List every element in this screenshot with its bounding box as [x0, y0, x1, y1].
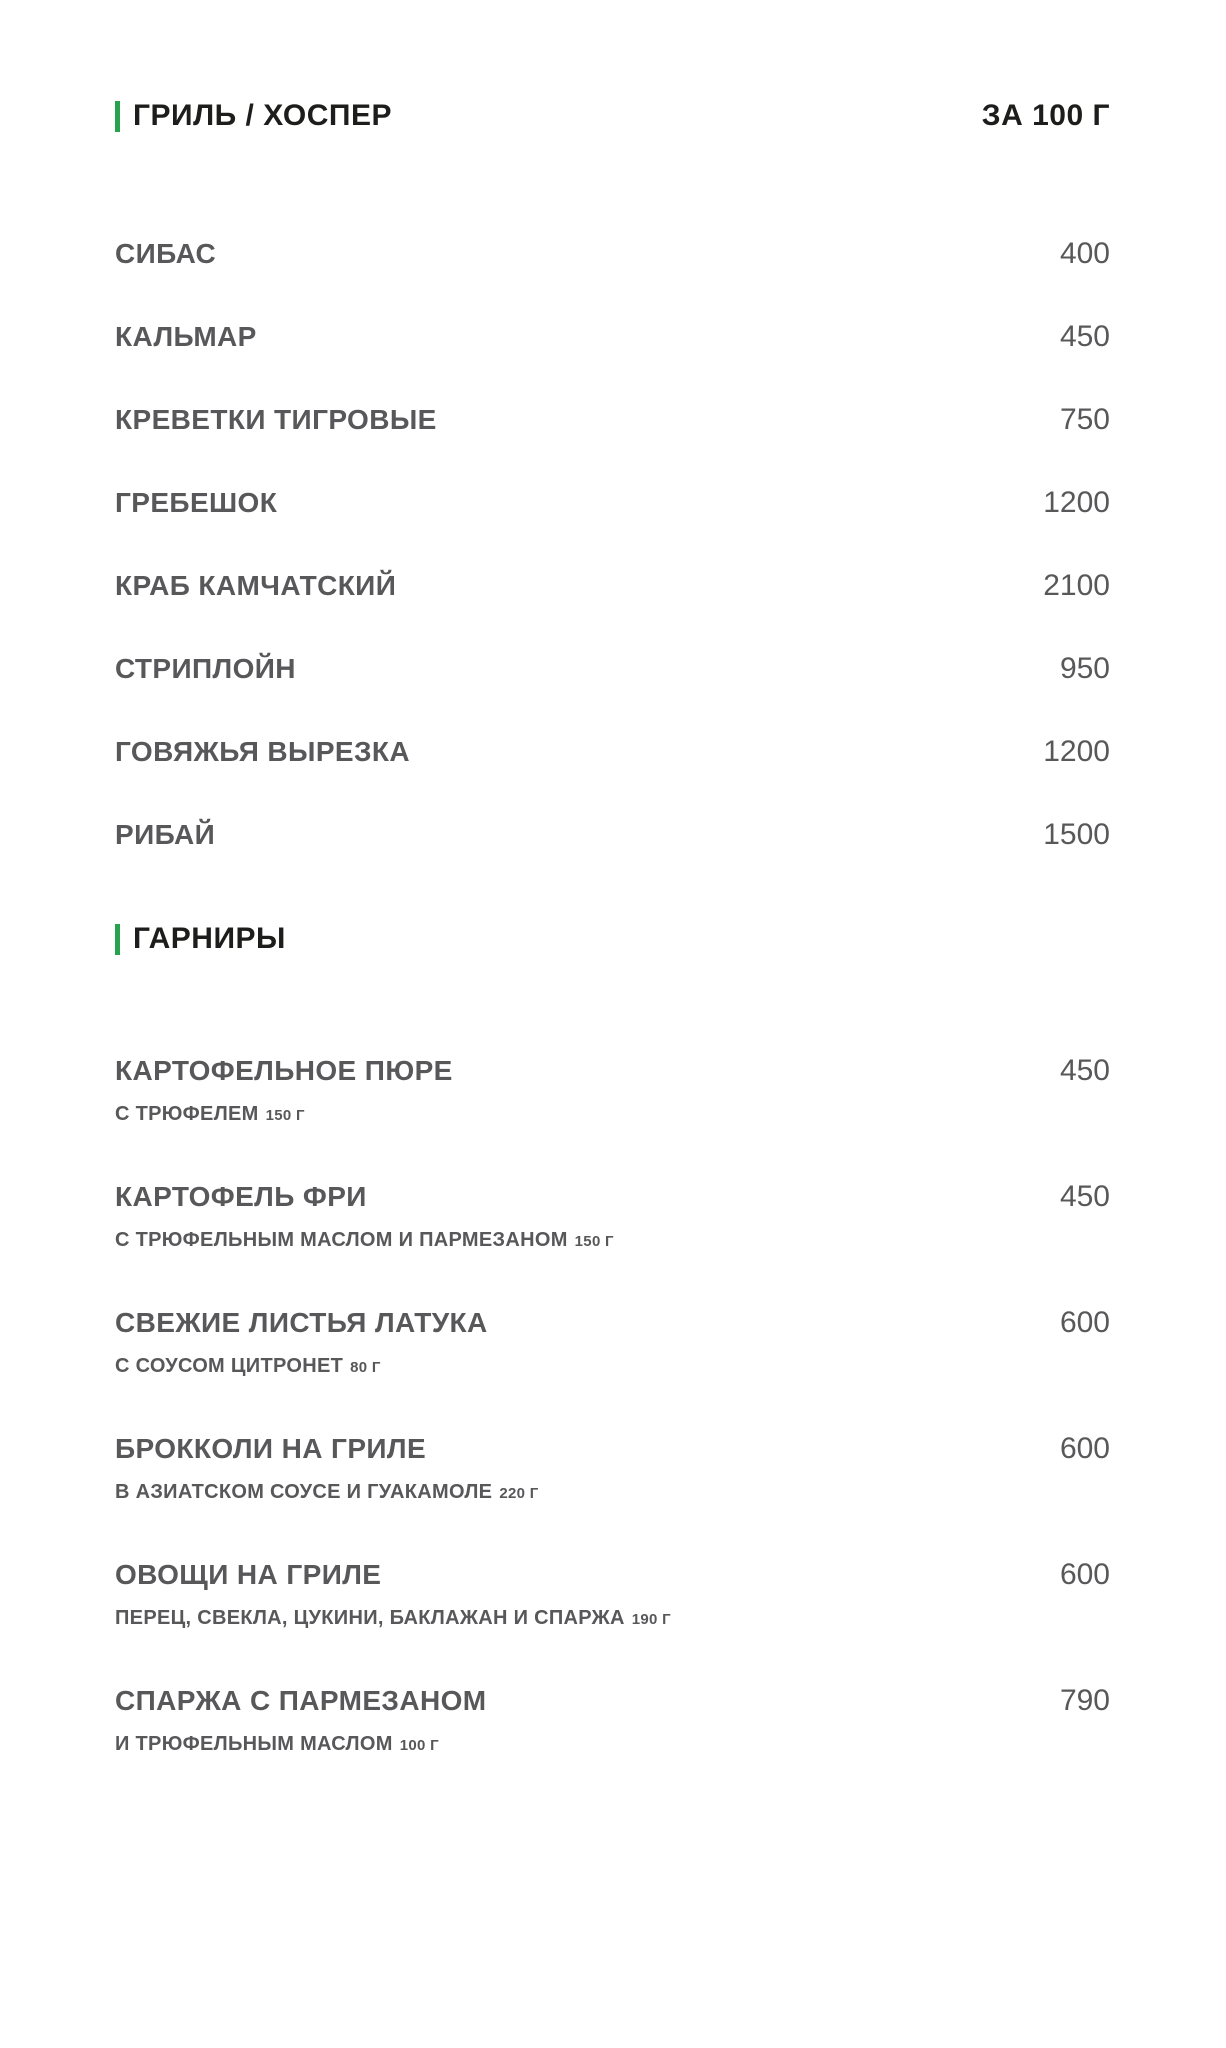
unit-label: ЗА 100 Г: [981, 99, 1110, 132]
item-weight: 220 Г: [499, 1485, 539, 1502]
section-title: ГРИЛЬ / ХОСПЕР: [133, 99, 393, 132]
menu-item-name: СИБАС: [115, 238, 217, 269]
menu-item-name: ГОВЯЖЬЯ ВЫРЕЗКА: [115, 736, 411, 767]
menu-item-row: [115, 566, 1110, 606]
item-weight: 150 Г: [265, 1107, 305, 1124]
description-text: С ТРЮФЕЛЕМ: [115, 1103, 259, 1125]
menu-item-description: [115, 1103, 1110, 1127]
item-weight: 80 Г: [350, 1359, 381, 1376]
menu-item-name: КАРТОФЕЛЬНОЕ ПЮРЕ: [115, 1055, 453, 1086]
menu-item-price: 2100: [1043, 569, 1110, 602]
menu-item-row: [115, 400, 1110, 440]
menu-item-price: 950: [1059, 652, 1110, 685]
section-accent-bar: [115, 101, 120, 132]
menu-item-price: 790: [1059, 1684, 1110, 1717]
menu-item-price: 1200: [1043, 486, 1110, 519]
menu-item-description: [115, 1733, 1110, 1757]
menu-item-description: [115, 1607, 1110, 1631]
menu-item-description: [115, 1481, 1110, 1505]
menu-item-price: 1200: [1043, 735, 1110, 768]
section-accent-bar: [115, 924, 120, 955]
menu-item-name: КРЕВЕТКИ ТИГРОВЫЕ: [115, 404, 437, 435]
menu-item-row: [115, 483, 1110, 523]
menu-item-name: КАЛЬМАР: [115, 321, 257, 352]
item-weight: 150 Г: [574, 1233, 614, 1250]
item-weight: 190 Г: [631, 1611, 671, 1628]
menu-item-price: 1500: [1043, 818, 1110, 851]
menu-item-name: СВЕЖИЕ ЛИСТЬЯ ЛАТУКА: [115, 1307, 488, 1338]
description-text: ПЕРЕЦ, СВЕКЛА, ЦУКИНИ, БАКЛАЖАН И СПАРЖА: [115, 1607, 625, 1629]
menu-item-row: [115, 234, 1110, 274]
garnish-item-list: [115, 1051, 1110, 1757]
menu-item-name: РИБАЙ: [115, 819, 216, 850]
menu-item-price: 450: [1059, 1180, 1110, 1213]
menu-item-price: 450: [1059, 320, 1110, 353]
menu-item-price: 400: [1059, 237, 1110, 270]
menu-item-row: [115, 732, 1110, 772]
menu-item-row: [115, 815, 1110, 855]
menu-item-price: 600: [1059, 1432, 1110, 1465]
menu-item-price: 600: [1059, 1306, 1110, 1339]
menu-item-row: [115, 1681, 1110, 1757]
menu-item-description: [115, 1229, 1110, 1253]
menu-item-description: [115, 1355, 1110, 1379]
menu-item-row: [115, 1177, 1110, 1253]
description-text: В АЗИАТСКОМ СОУСЕ И ГУАКАМОЛЕ: [115, 1481, 493, 1503]
section-header-grill: [115, 96, 1110, 136]
menu-item-row: [115, 1303, 1110, 1379]
menu-item-name: ОВОЩИ НА ГРИЛЕ: [115, 1559, 382, 1590]
description-text: С ТРЮФЕЛЬНЫМ МАСЛОМ И ПАРМЕЗАНОМ: [115, 1229, 568, 1251]
section-title: ГАРНИРЫ: [133, 922, 286, 955]
menu-item-price: 600: [1059, 1558, 1110, 1591]
menu-item-price: 750: [1059, 403, 1110, 436]
description-text: И ТРЮФЕЛЬНЫМ МАСЛОМ: [115, 1733, 393, 1755]
menu-item-row: [115, 1429, 1110, 1505]
menu-item-name: КРАБ КАМЧАТСКИЙ: [115, 570, 397, 601]
menu-item-name: ГРЕБЕШОК: [115, 487, 278, 518]
section-header-garnish: [115, 919, 1110, 959]
grill-item-list: [115, 234, 1110, 855]
menu-item-row: [115, 317, 1110, 357]
menu-item-name: СТРИПЛОЙН: [115, 653, 296, 684]
menu-item-row: [115, 1555, 1110, 1631]
menu-item-name: БРОККОЛИ НА ГРИЛЕ: [115, 1433, 427, 1464]
menu-item-row: [115, 649, 1110, 689]
menu-item-row: [115, 1051, 1110, 1127]
item-weight: 100 Г: [399, 1737, 439, 1754]
description-text: С СОУСОМ ЦИТРОНЕТ: [115, 1355, 344, 1377]
menu-item-name: КАРТОФЕЛЬ ФРИ: [115, 1181, 367, 1212]
menu-item-name: СПАРЖА С ПАРМЕЗАНОМ: [115, 1685, 487, 1716]
menu-item-price: 450: [1059, 1054, 1110, 1087]
